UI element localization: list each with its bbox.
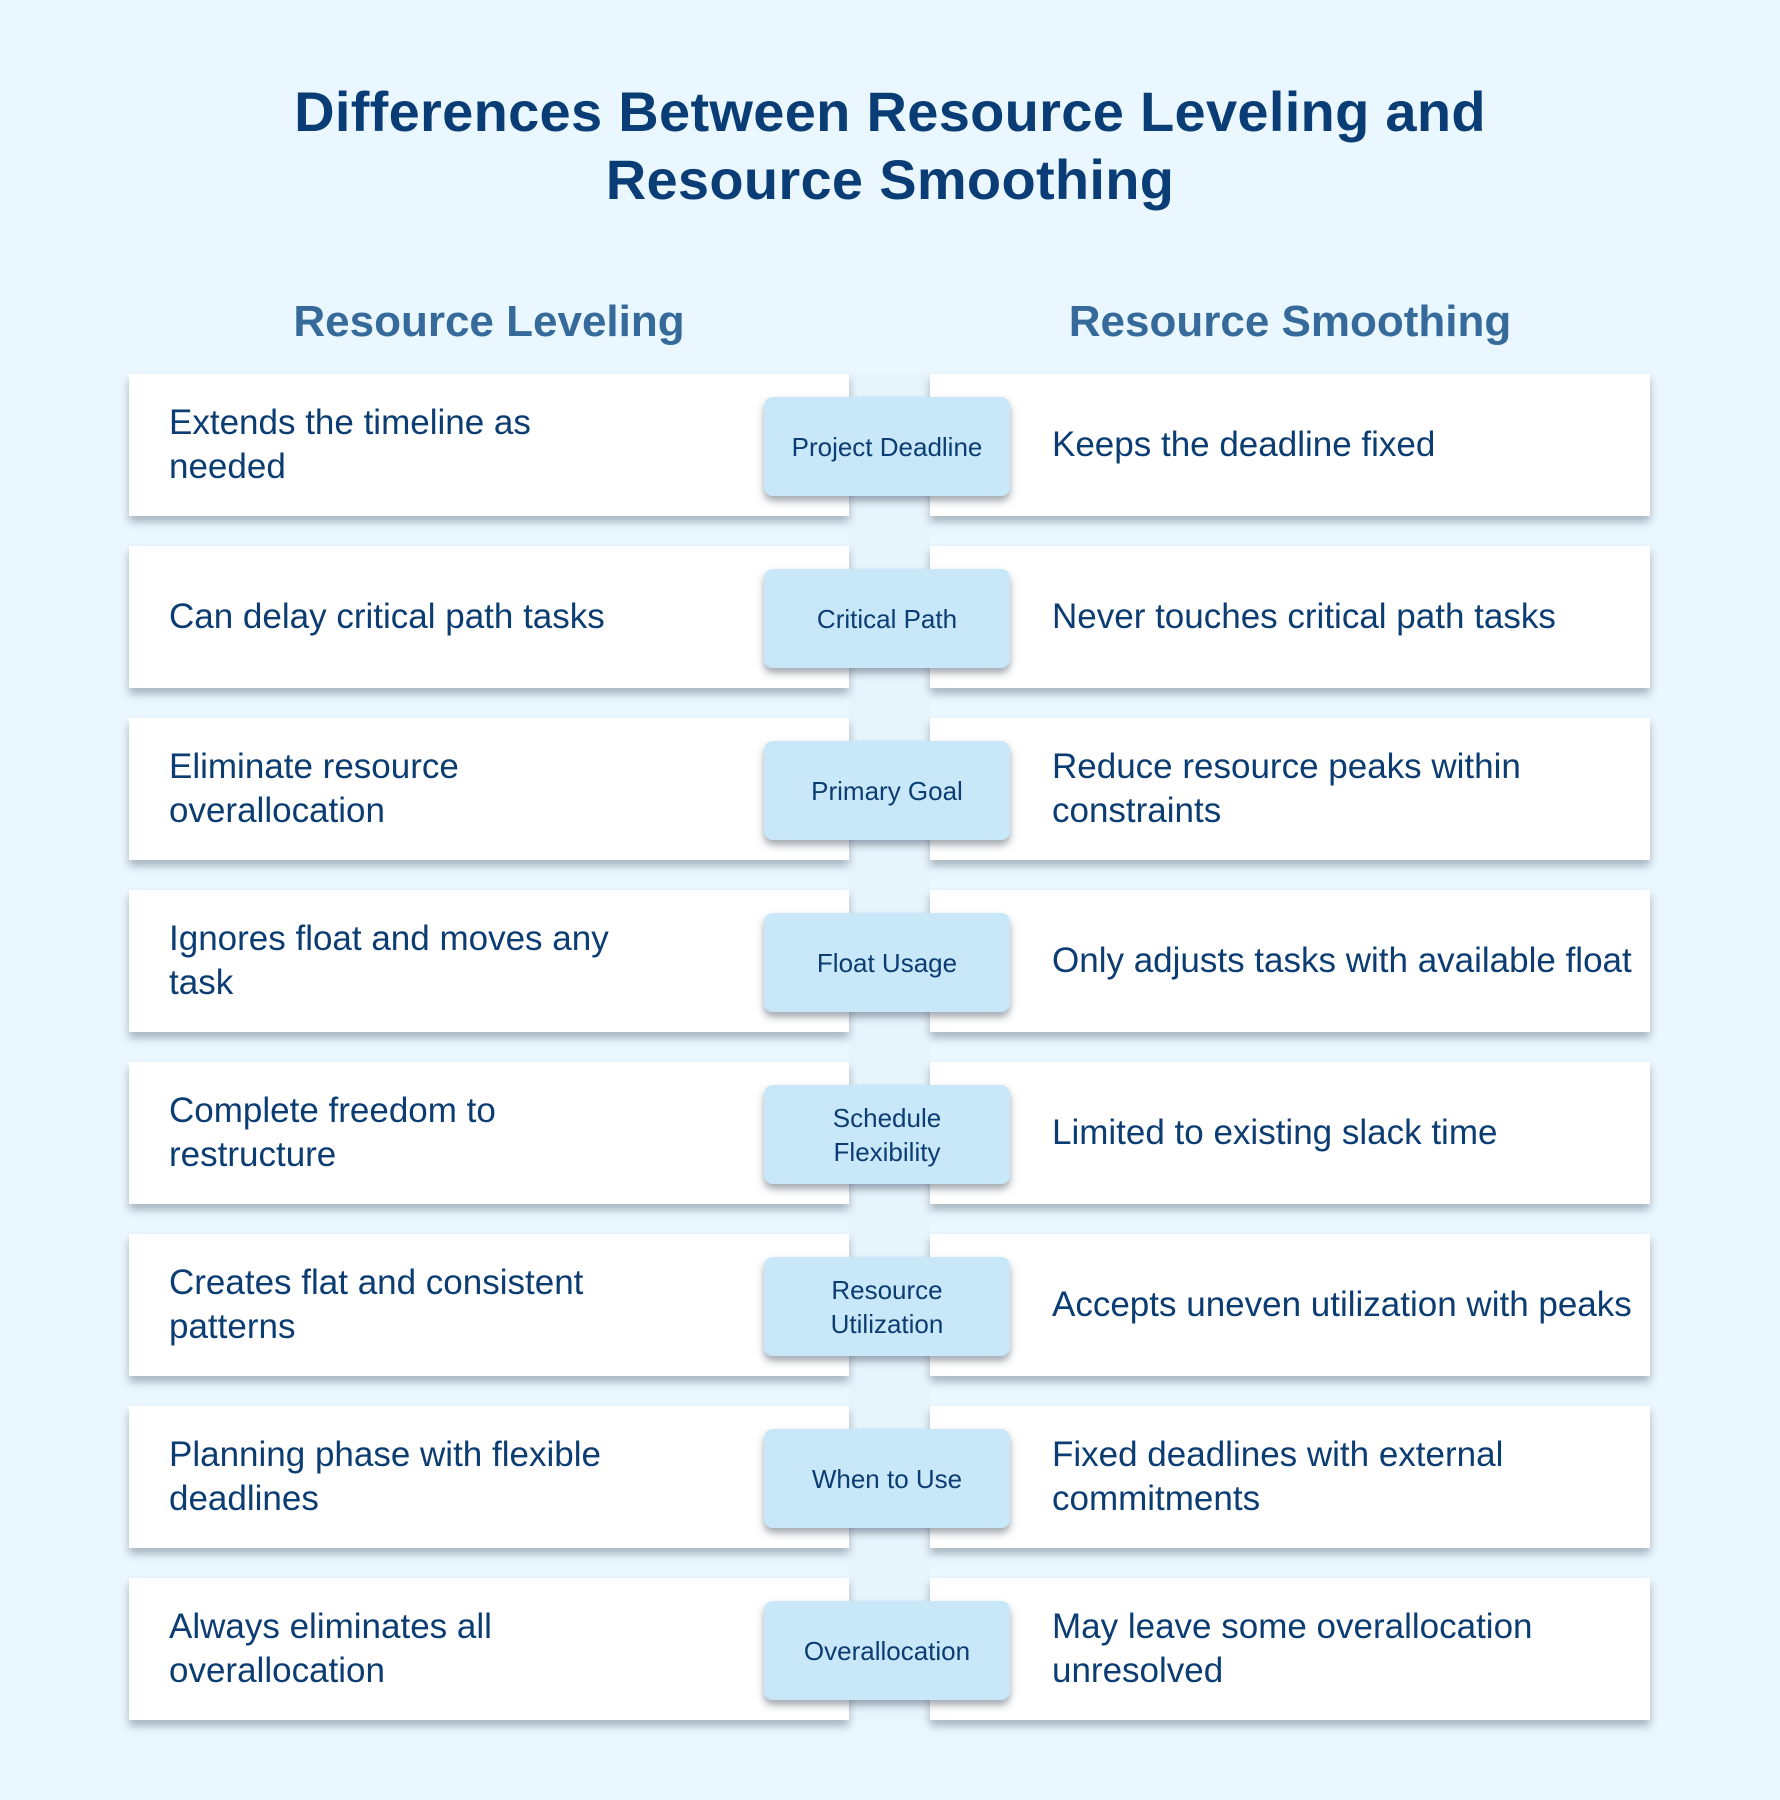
criterion-badge: Float Usage bbox=[764, 913, 1010, 1012]
column-header-resource-leveling: Resource Leveling bbox=[293, 297, 685, 346]
comparison-row bbox=[0, 374, 1780, 516]
criterion-badge: Critical Path bbox=[764, 569, 1010, 668]
smoothing-card: Reduce resource peaks within constraints bbox=[930, 718, 1650, 860]
leveling-card: Complete freedom to restructure bbox=[129, 1062, 849, 1204]
leveling-card: Planning phase with flexible deadlines bbox=[129, 1406, 849, 1548]
criterion-badge: When to Use bbox=[764, 1429, 1010, 1528]
smoothing-card: Accepts uneven utilization with peaks bbox=[930, 1234, 1650, 1376]
column-header-resource-smoothing: Resource Smoothing bbox=[1068, 297, 1512, 346]
leveling-card: Eliminate resource overallocation bbox=[129, 718, 849, 860]
criterion-badge: Project Deadline bbox=[764, 397, 1010, 496]
comparison-row bbox=[0, 1406, 1780, 1548]
smoothing-card: Keeps the deadline fixed bbox=[930, 374, 1650, 516]
leveling-card: Creates flat and consistent patterns bbox=[129, 1234, 849, 1376]
comparison-row bbox=[0, 718, 1780, 860]
criterion-badge: Primary Goal bbox=[764, 741, 1010, 840]
criterion-badge: Overallocation bbox=[764, 1601, 1010, 1700]
criterion-badge: Schedule Flexibility bbox=[764, 1085, 1010, 1184]
smoothing-card: May leave some overallocation unresolved bbox=[930, 1578, 1650, 1720]
leveling-card: Can delay critical path tasks bbox=[129, 546, 849, 688]
comparison-row bbox=[0, 546, 1780, 688]
smoothing-card: Fixed deadlines with external commitments bbox=[930, 1406, 1650, 1548]
comparison-row bbox=[0, 1578, 1780, 1720]
page-title bbox=[0, 78, 1780, 214]
leveling-card: Extends the timeline as needed bbox=[129, 374, 849, 516]
criterion-badge: Resource Utilization bbox=[764, 1257, 1010, 1356]
title-line-2: Resource Smoothing bbox=[605, 148, 1175, 211]
comparison-row bbox=[0, 1062, 1780, 1204]
leveling-card: Ignores float and moves any task bbox=[129, 890, 849, 1032]
smoothing-card: Limited to existing slack time bbox=[930, 1062, 1650, 1204]
smoothing-card: Never touches critical path tasks bbox=[930, 546, 1650, 688]
comparison-row bbox=[0, 890, 1780, 1032]
title-line-1: Differences Between Resource Leveling and bbox=[294, 80, 1486, 143]
comparison-row bbox=[0, 1234, 1780, 1376]
leveling-card: Always eliminates all overallocation bbox=[129, 1578, 849, 1720]
smoothing-card: Only adjusts tasks with available float bbox=[930, 890, 1650, 1032]
